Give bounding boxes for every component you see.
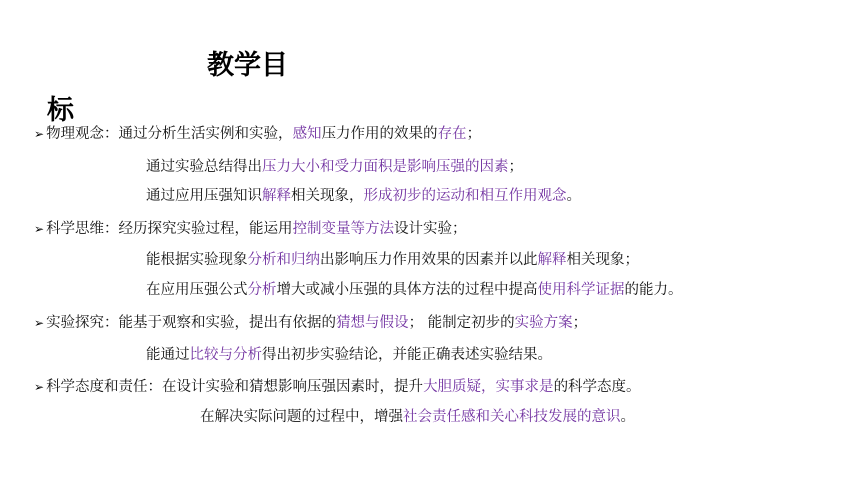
section-detail-line xyxy=(146,345,552,365)
highlighted-text: 社会责任感和关心科技发展的意识 xyxy=(403,409,621,425)
text-segment: 。 xyxy=(566,188,581,204)
section-detail-line xyxy=(146,157,523,177)
text-segment: 在应用压强公式 xyxy=(146,282,248,298)
text-segment: 相关现象， xyxy=(291,188,364,204)
highlighted-text: 猜想与假设 xyxy=(336,315,409,331)
highlighted-text: 压力大小和受力面积是影响压强的因素 xyxy=(262,159,509,175)
highlighted-text: 形成初步的运动和相互作用观念 xyxy=(363,188,567,204)
highlighted-text: 分析和归纳 xyxy=(247,252,320,268)
page-title-part1: 教学目 xyxy=(207,50,288,81)
section-heading-line xyxy=(34,219,467,239)
arrow-bullet-icon: ➢ xyxy=(34,380,45,394)
text-segment: 科学态度和责任：在设计实验和猜想影响压强因素时，提升 xyxy=(46,379,424,395)
section-detail-line xyxy=(146,280,683,300)
section-detail-line xyxy=(146,250,639,270)
text-segment: 的能力。 xyxy=(624,282,683,298)
text-segment: 在解决实际问题的过程中，增强 xyxy=(200,409,403,425)
text-segment: 物理观念：通过分析生活实例和实验， xyxy=(46,126,293,142)
text-segment: 。 xyxy=(620,409,635,425)
text-segment: ； xyxy=(508,159,523,175)
highlighted-text: 感知 xyxy=(292,126,322,142)
section-detail-line xyxy=(146,186,581,206)
highlighted-text: 分析 xyxy=(247,282,277,298)
section-heading-line xyxy=(34,124,481,144)
text-segment: ； 能制定初步的 xyxy=(408,315,515,331)
section-heading-line xyxy=(34,313,587,333)
highlighted-text: 实验方案 xyxy=(514,315,573,331)
highlighted-text: 解释 xyxy=(262,188,291,204)
text-segment: 通过实验总结得出 xyxy=(146,159,262,175)
text-segment: 设计实验； xyxy=(394,221,467,237)
text-segment: 能根据实验现象 xyxy=(146,252,248,268)
text-segment: 的科学态度。 xyxy=(553,379,641,395)
text-segment: 得出初步实验结论，并能正确表述实验结果。 xyxy=(262,347,552,363)
text-segment: 实验探究：能基于观察和实验，提出有依据的 xyxy=(46,315,337,331)
highlighted-text: 比较与分析 xyxy=(189,347,262,363)
highlighted-text: 使用科学证据 xyxy=(537,282,625,298)
page-title-part2: 标 xyxy=(47,95,74,126)
text-segment: 增大或减小压强的具体方法的过程中提高 xyxy=(276,282,538,298)
text-segment: 能通过 xyxy=(146,347,190,363)
section-detail-line xyxy=(200,407,635,427)
arrow-bullet-icon: ➢ xyxy=(34,127,45,141)
arrow-bullet-icon: ➢ xyxy=(34,222,45,236)
text-segment: ； xyxy=(466,126,482,142)
text-segment: ； xyxy=(572,315,588,331)
text-segment: 相关现象； xyxy=(566,252,639,268)
highlighted-text: 存在 xyxy=(437,126,467,142)
text-segment: 通过应用压强知识 xyxy=(146,188,262,204)
arrow-bullet-icon: ➢ xyxy=(34,316,45,330)
highlighted-text: 大胆质疑，实事求是 xyxy=(423,379,554,395)
text-segment: 出影响压力作用效果的因素并以此 xyxy=(320,252,538,268)
text-segment: 科学思维：经历探究实验过程，能运用 xyxy=(46,221,293,237)
highlighted-text: 控制变量等方法 xyxy=(292,221,395,237)
highlighted-text: 解释 xyxy=(537,252,567,268)
section-heading-line xyxy=(34,377,641,397)
text-segment: 压力作用的效果的 xyxy=(321,126,438,142)
